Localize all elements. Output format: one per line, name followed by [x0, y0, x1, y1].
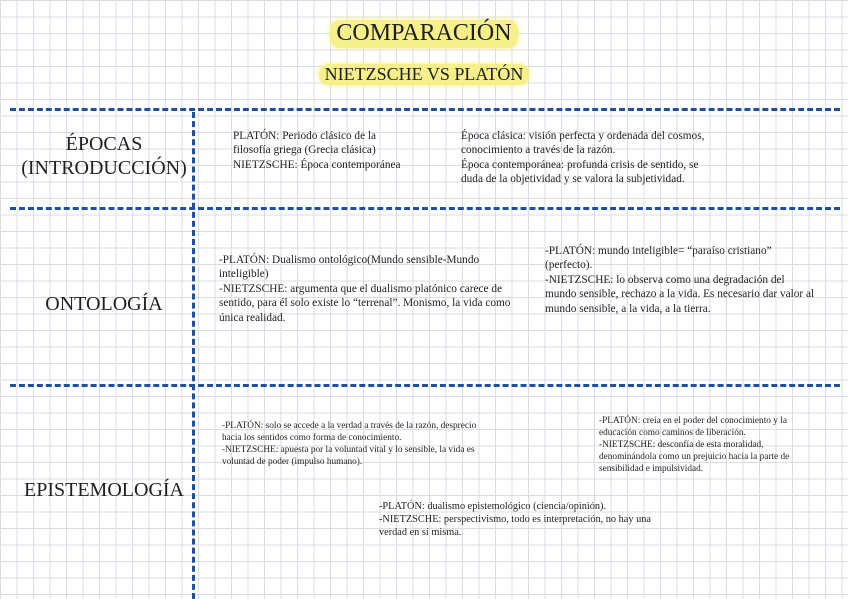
text-line: -NIETZSCHE: apuesta por la voluntad vital y lo sensible, la vida es	[222, 444, 475, 455]
text-line: NIETZSCHE: Época contemporánea	[233, 158, 401, 171]
text-line: educación como caminos de liberación.	[599, 427, 746, 438]
text-line: Época clásica: visión perfecta y ordenada del cosmos,	[461, 130, 705, 142]
text-line: mundo sensible, rechazo a la vida. Es necesario dar valor al	[545, 288, 815, 301]
divider-epocas-ontologia	[10, 207, 840, 210]
text-line: única realidad.	[219, 311, 286, 324]
heading-epistemologia: EPISTEMOLOGÍA	[24, 479, 184, 501]
text-line: conocimiento a través de la razón.	[461, 144, 616, 157]
heading-ontologia: ONTOLOGÍA	[45, 293, 163, 315]
text-line: voluntad de poder (impulso humano).	[222, 456, 363, 467]
heading-epocas-line1: ÉPOCAS	[65, 133, 143, 155]
text-line: -PLATÓN: dualismo epistemológico (ciencia/opinión).	[379, 501, 607, 512]
text-line: duda de la objetividad y se valora la subjetividad.	[461, 173, 685, 186]
text-line: -PLATÓN: Dualismo ontológico(Mundo sensible-Mundo	[219, 254, 480, 266]
epistemologia-bottom-text	[379, 500, 679, 540]
divider-ontologia-epistemologia	[10, 384, 840, 387]
text-line: -PLATÓN: solo se accede a la verdad a través de la razón, desprecio	[222, 421, 477, 431]
title-highlight: COMPARACIÓN	[330, 20, 517, 48]
text-line: -PLATÓN: creía en el poder del conocimiento y la	[599, 416, 787, 426]
text-line: filosofía griega (Grecia clásica)	[233, 144, 376, 157]
text-line: denominándola como un prejuicio hacia la parte de	[599, 451, 790, 462]
text-line: sentido, para él solo existe lo “terrenal”. Monismo, la vida como	[219, 297, 511, 310]
text-line: inteligible)	[219, 268, 269, 281]
text-line: -NIETZSCHE: lo observa como una degradación del	[545, 273, 785, 286]
text-line: Época contemporánea: profunda crisis de sentido, se	[461, 158, 699, 171]
ontologia-right-text	[545, 244, 840, 316]
divider-top	[10, 108, 840, 111]
text-line: PLATÓN: Periodo clásico de la	[233, 130, 377, 142]
page-title	[0, 20, 848, 48]
subtitle-highlight: NIETZSCHE VS PLATÓN	[319, 64, 530, 85]
text-line: sensibilidad e impulsividad.	[599, 463, 704, 474]
text-line: -NIETZSCHE: argumenta que el dualismo platónico carece de	[219, 282, 503, 295]
text-line: -NIETZSCHE: perspectivismo, todo es interpretación, no hay una	[379, 514, 651, 526]
epistemologia-left-text	[222, 421, 522, 469]
text-line: (perfecto).	[545, 259, 593, 272]
divider-vertical	[192, 112, 195, 599]
text-line: mundo sensible, a la vida, a la tierra.	[545, 302, 711, 315]
ontologia-left-text	[219, 253, 539, 325]
text-line: -NIETZSCHE: desconfía de esta moralidad,	[599, 439, 764, 450]
heading-epocas	[14, 132, 194, 180]
text-line: verdad en sí misma.	[379, 527, 462, 539]
epocas-left-text	[233, 129, 443, 172]
page-subtitle	[0, 64, 848, 85]
text-line: -PLATÓN: mundo inteligible= “paraíso cristiano”	[545, 245, 772, 257]
epocas-right-text	[461, 129, 751, 187]
epistemologia-right-text	[599, 416, 839, 475]
heading-epocas-line2: (INTRODUCCIÓN)	[21, 157, 187, 179]
text-line: hacia los sentidos como forma de conocimiento.	[222, 432, 402, 443]
